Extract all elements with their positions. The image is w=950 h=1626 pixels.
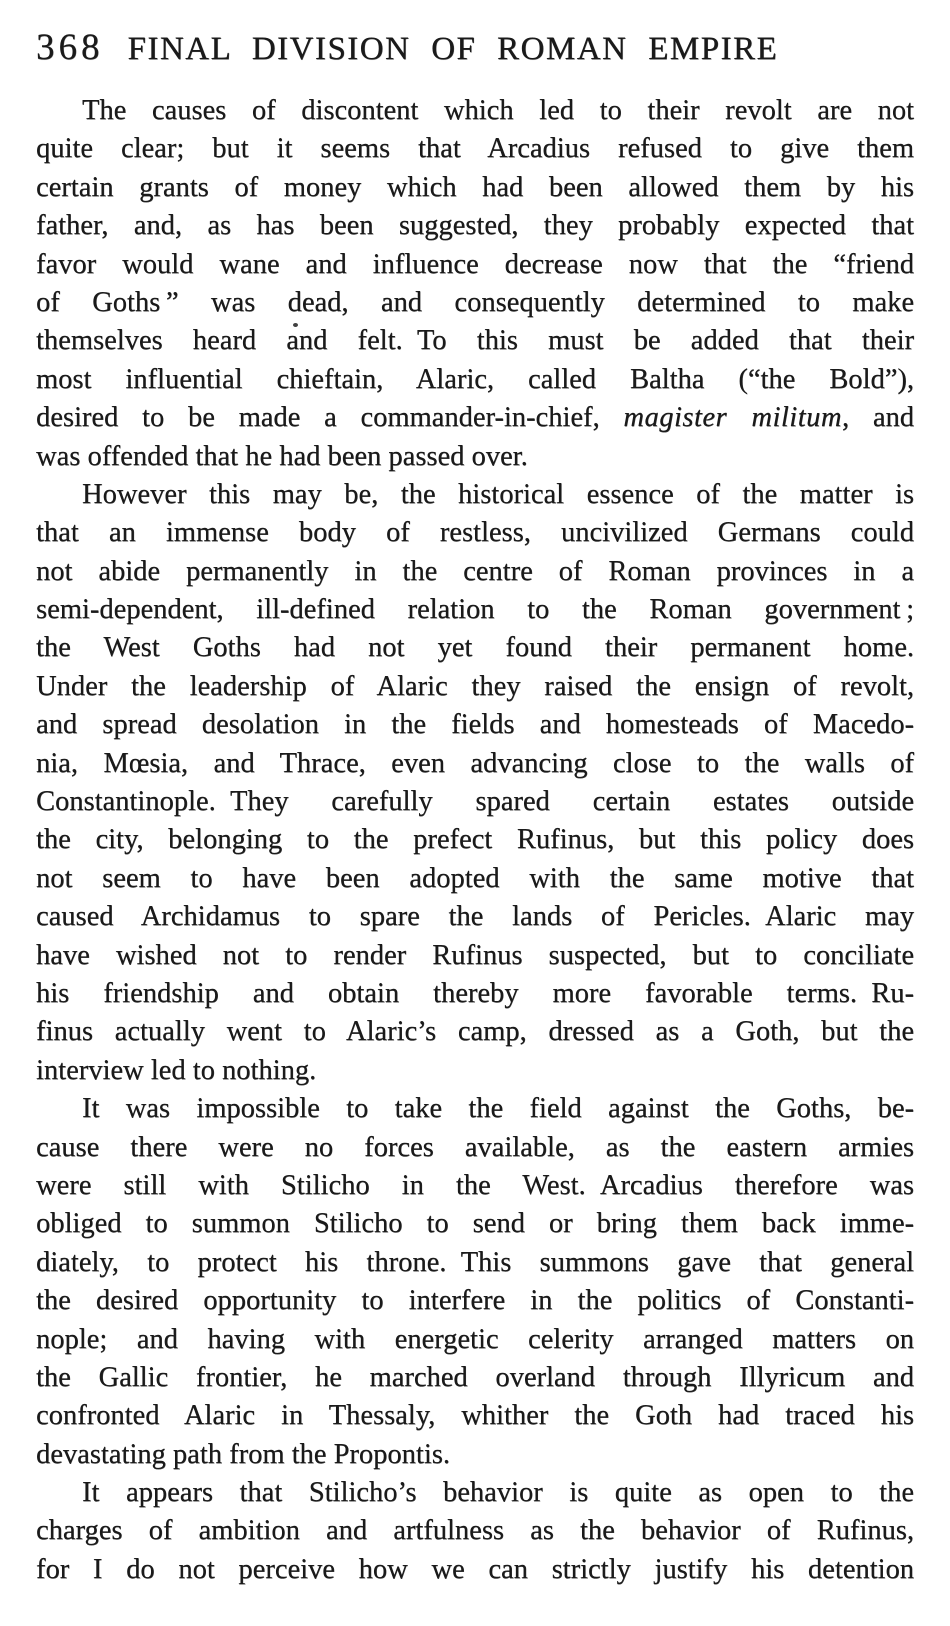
- text-line: [36, 322, 914, 360]
- text-line: [36, 1244, 914, 1282]
- body-text-block: [36, 92, 914, 1589]
- text-line: [36, 1474, 914, 1512]
- text-segment: The causes of discontent which led to their revolt are not: [82, 95, 914, 126]
- text-segment: nople; and having with energetic celerity arranged matters on: [36, 1323, 914, 1355]
- text-line: [36, 1512, 914, 1550]
- text-segment: for I do not perceive how we can strictly justify his detention: [36, 1553, 914, 1585]
- text-segment: that an immense body of restless, uncivilized Germans could: [36, 517, 914, 549]
- text-segment: favor would wane and influence decrease now that the “friend: [36, 248, 914, 280]
- text-segment: desired to be made a commander-in-chief,: [36, 402, 624, 434]
- text-segment: quite clear; but it seems that Arcadius refused to give them: [36, 133, 914, 165]
- text-line: [36, 1321, 914, 1359]
- text-line: [36, 668, 914, 706]
- text-segment: , and: [841, 402, 915, 434]
- text-line: [36, 476, 914, 514]
- text-segment: were still with Stilicho in the West. Arcadius therefore was: [36, 1169, 914, 1201]
- text-segment: confronted Alaric in Thessaly, whither the Goth had traced his: [36, 1400, 914, 1432]
- text-line: [36, 284, 914, 322]
- text-segment: cause there were no forces available, as the eastern armies: [36, 1131, 914, 1163]
- italic-phrase: magister militum: [623, 402, 842, 434]
- text-line: [36, 553, 914, 591]
- text-segment: semi-dependent, ill-defined relation to the Roman government ;: [36, 594, 914, 626]
- text-line: [36, 706, 914, 744]
- text-line: [36, 361, 914, 399]
- text-line: [36, 1551, 914, 1589]
- text-line: [36, 937, 914, 975]
- running-head: [36, 26, 914, 69]
- text-line: [36, 860, 914, 898]
- text-line: [36, 1397, 914, 1435]
- text-segment: caused Archidamus to spare the lands of Pericles. Alaric may: [36, 901, 914, 933]
- text-segment: nia, Mœsia, and Thrace, even advancing close to the walls of: [36, 747, 914, 779]
- text-segment: the West Goths had not yet found their permanent home.: [36, 632, 914, 664]
- text-segment: the desired opportunity to interfere in the politics of Constanti-: [36, 1285, 914, 1317]
- text-line: [36, 1205, 914, 1243]
- text-segment: have wished not to render Rufinus suspected, but to conciliate: [36, 939, 914, 971]
- text-line: [36, 1013, 914, 1051]
- text-segment: However this may be, the historical essence of the matter is: [82, 478, 914, 510]
- text-line: [36, 1129, 914, 1167]
- page-number: 368: [36, 27, 104, 68]
- text-segment: and spread desolation in the fields and homesteads of Macedo-: [36, 709, 914, 741]
- text-line: [36, 1090, 914, 1128]
- text-line: [36, 591, 914, 629]
- text-line: [36, 745, 914, 783]
- text-segment: of Goths ” was dead, and consequently determined to make: [36, 286, 914, 318]
- text-line: [36, 1359, 914, 1397]
- text-segment: It appears that Stilicho’s behavior is quite as open to the: [82, 1477, 914, 1509]
- text-line: [36, 207, 914, 245]
- text-line: [36, 1167, 914, 1205]
- text-line: [36, 1436, 914, 1474]
- text-segment: the Gallic frontier, he marched overland through Illyricum and: [36, 1361, 914, 1393]
- text-line: [36, 514, 914, 552]
- text-line: [36, 898, 914, 936]
- text-line: [36, 246, 914, 284]
- text-line: [36, 821, 914, 859]
- text-line: [36, 169, 914, 207]
- text-segment: obliged to summon Stilicho to send or bring them back imme-: [36, 1208, 914, 1240]
- text-segment: certain grants of money which had been allowed them by his: [36, 171, 914, 203]
- text-line: [36, 438, 914, 476]
- text-line: [36, 1052, 914, 1090]
- text-segment: not abide permanently in the centre of Roman provinces in a: [36, 555, 914, 587]
- text-line: [36, 399, 914, 437]
- text-segment: Constantinople. They carefully spared certain estates outside: [36, 786, 914, 818]
- text-line: [36, 92, 914, 130]
- text-segment: devastating path from the Propontis.: [36, 1438, 450, 1470]
- text-line: [36, 1282, 914, 1320]
- text-segment: charges of ambition and artfulness as the behavior of Rufinus,: [36, 1515, 914, 1547]
- text-segment: father, and, as has been suggested, they probably expected that: [36, 210, 914, 242]
- text-segment: themselves heard and felt. To this must be added that their: [36, 325, 914, 357]
- text-segment: his friendship and obtain thereby more favorable terms. Ru-: [36, 977, 914, 1009]
- text-segment: diately, to protect his throne. This summons gave that general: [36, 1246, 914, 1278]
- text-line: [36, 783, 914, 821]
- text-line: [36, 130, 914, 168]
- text-segment: It was impossible to take the field against the Goths, be-: [82, 1093, 914, 1125]
- text-segment: most influential chieftain, Alaric, called Baltha (“the Bold”),: [36, 363, 914, 395]
- text-segment: was offended that he had been passed over.: [36, 440, 528, 472]
- text-segment: finus actually went to Alaric’s camp, dressed as a Goth, but the: [36, 1016, 914, 1048]
- text-line: [36, 629, 914, 667]
- running-title: FINAL DIVISION OF ROMAN EMPIRE: [127, 31, 779, 67]
- text-segment: interview led to nothing.: [36, 1054, 317, 1086]
- text-segment: Under the leadership of Alaric they raised the ensign of revolt,: [36, 670, 914, 702]
- text-segment: the city, belonging to the prefect Rufinus, but this policy does: [36, 824, 914, 856]
- text-line: [36, 975, 914, 1013]
- text-segment: not seem to have been adopted with the same motive that: [36, 862, 914, 894]
